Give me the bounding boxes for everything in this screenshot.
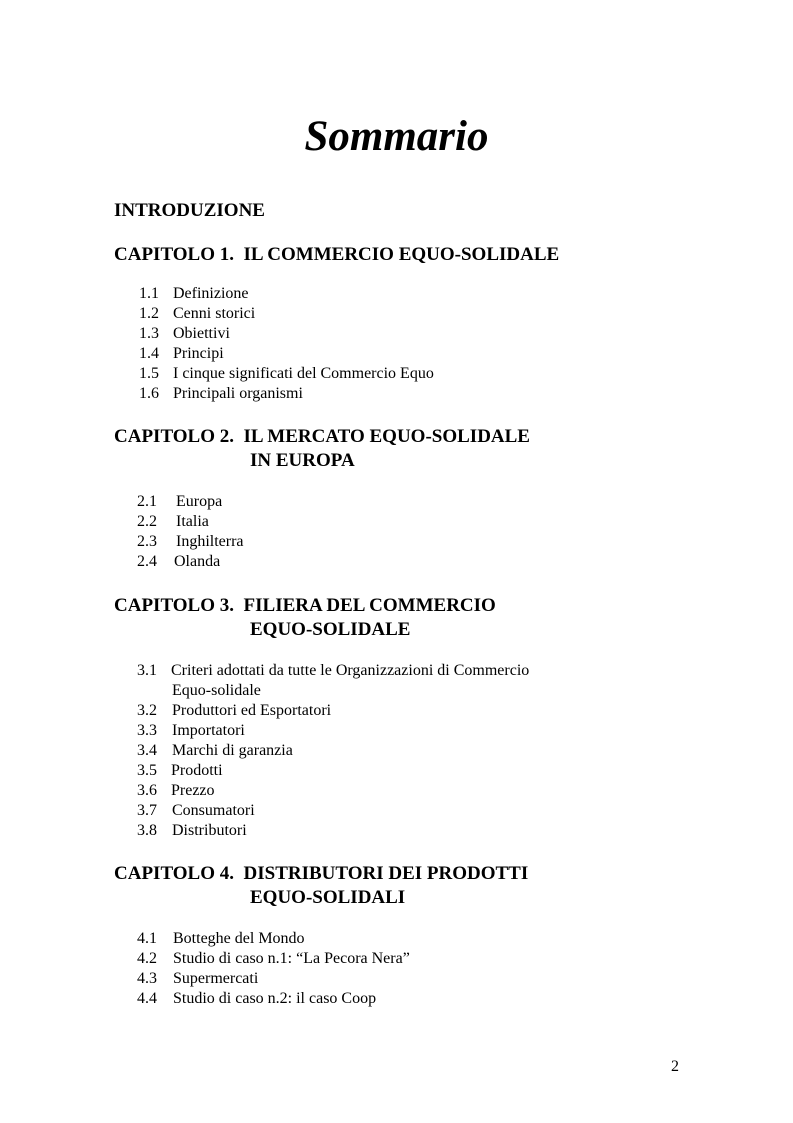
section-number: 2.4 [137, 553, 157, 570]
chapter-3-title: FILIERA DEL COMMERCIO [243, 595, 496, 616]
section-number: 3.3 [137, 722, 157, 739]
section-number: 1.6 [139, 385, 159, 402]
section-label: Supermercati [173, 970, 259, 987]
chapter-1-title: IL COMMERCIO EQUO-SOLIDALE [243, 244, 560, 265]
section-number: 1.3 [139, 325, 159, 342]
chapter-1-heading [114, 243, 559, 267]
section-label: Obiettivi [173, 325, 230, 342]
section-number: 4.3 [137, 970, 157, 987]
section-number: 2.1 [137, 493, 157, 510]
section-label: Consumatori [172, 802, 255, 819]
chapter-2-title-cont: IN EUROPA [250, 450, 355, 471]
section-number: 1.1 [139, 285, 159, 302]
chapter-1-number: CAPITOLO 1. [114, 244, 235, 265]
chapter-3-title-cont: EQUO-SOLIDALE [250, 619, 411, 640]
section-number: 4.4 [137, 990, 157, 1007]
chapter-4-title-cont: EQUO-SOLIDALI [250, 887, 406, 908]
section-number: 4.1 [137, 930, 157, 947]
section-number: 2.2 [137, 513, 157, 530]
section-number: 1.2 [139, 305, 159, 322]
section-label: Definizione [173, 285, 249, 302]
section-label: Studio di caso n.2: il caso Coop [173, 990, 377, 1007]
section-number: 1.5 [139, 365, 159, 382]
chapter-2-heading [114, 425, 530, 471]
section-label [171, 661, 530, 699]
chapter-4-number: CAPITOLO 4. [114, 863, 235, 884]
section-label: Prezzo [171, 782, 215, 799]
section-label-cont: Equo-solidale [172, 682, 261, 699]
section-number: 1.4 [139, 345, 159, 362]
section-label: Cenni storici [173, 305, 256, 322]
section-label: Principi [173, 345, 224, 362]
section-label-line: Criteri adottati da tutte le Organizzazioni di Commercio [171, 662, 530, 679]
chapter-4-heading [114, 862, 529, 908]
chapter-3-number: CAPITOLO 3. [114, 595, 235, 616]
section-label: Europa [176, 493, 223, 510]
chapter-2-title: IL MERCATO EQUO-SOLIDALE [243, 426, 530, 447]
section-number: 3.5 [137, 762, 157, 779]
section-label: Marchi di garanzia [172, 742, 293, 759]
section-label: Italia [176, 513, 209, 530]
section-number: 3.7 [137, 802, 157, 819]
section-label: Olanda [174, 553, 221, 570]
section-label: Inghilterra [176, 533, 244, 550]
section-label: Produttori ed Esportatori [172, 702, 332, 719]
section-label: Prodotti [171, 762, 223, 779]
section-number: 2.3 [137, 533, 157, 550]
section-label: Principali organismi [173, 385, 303, 402]
section-label: Studio di caso n.1: “La Pecora Nera” [173, 950, 410, 967]
section-label: Importatori [172, 722, 245, 739]
chapter-4-title: DISTRIBUTORI DEI PRODOTTI [243, 863, 529, 884]
section-label: I cinque significati del Commercio Equo [173, 365, 434, 382]
section-number: 3.4 [137, 742, 157, 759]
section-number: 3.8 [137, 822, 157, 839]
page-title: Sommario [304, 113, 489, 160]
section-number: 3.6 [137, 782, 157, 799]
section-number: 4.2 [137, 950, 157, 967]
chapter-3-heading [114, 594, 496, 640]
heading-introduzione: INTRODUZIONE [114, 200, 265, 221]
section-label: Botteghe del Mondo [173, 930, 305, 947]
section-number: 3.1 [137, 662, 157, 679]
section-number: 3.2 [137, 702, 157, 719]
chapter-2-number: CAPITOLO 2. [114, 426, 235, 447]
section-label: Distributori [172, 822, 247, 839]
page-number: 2 [671, 1058, 679, 1075]
